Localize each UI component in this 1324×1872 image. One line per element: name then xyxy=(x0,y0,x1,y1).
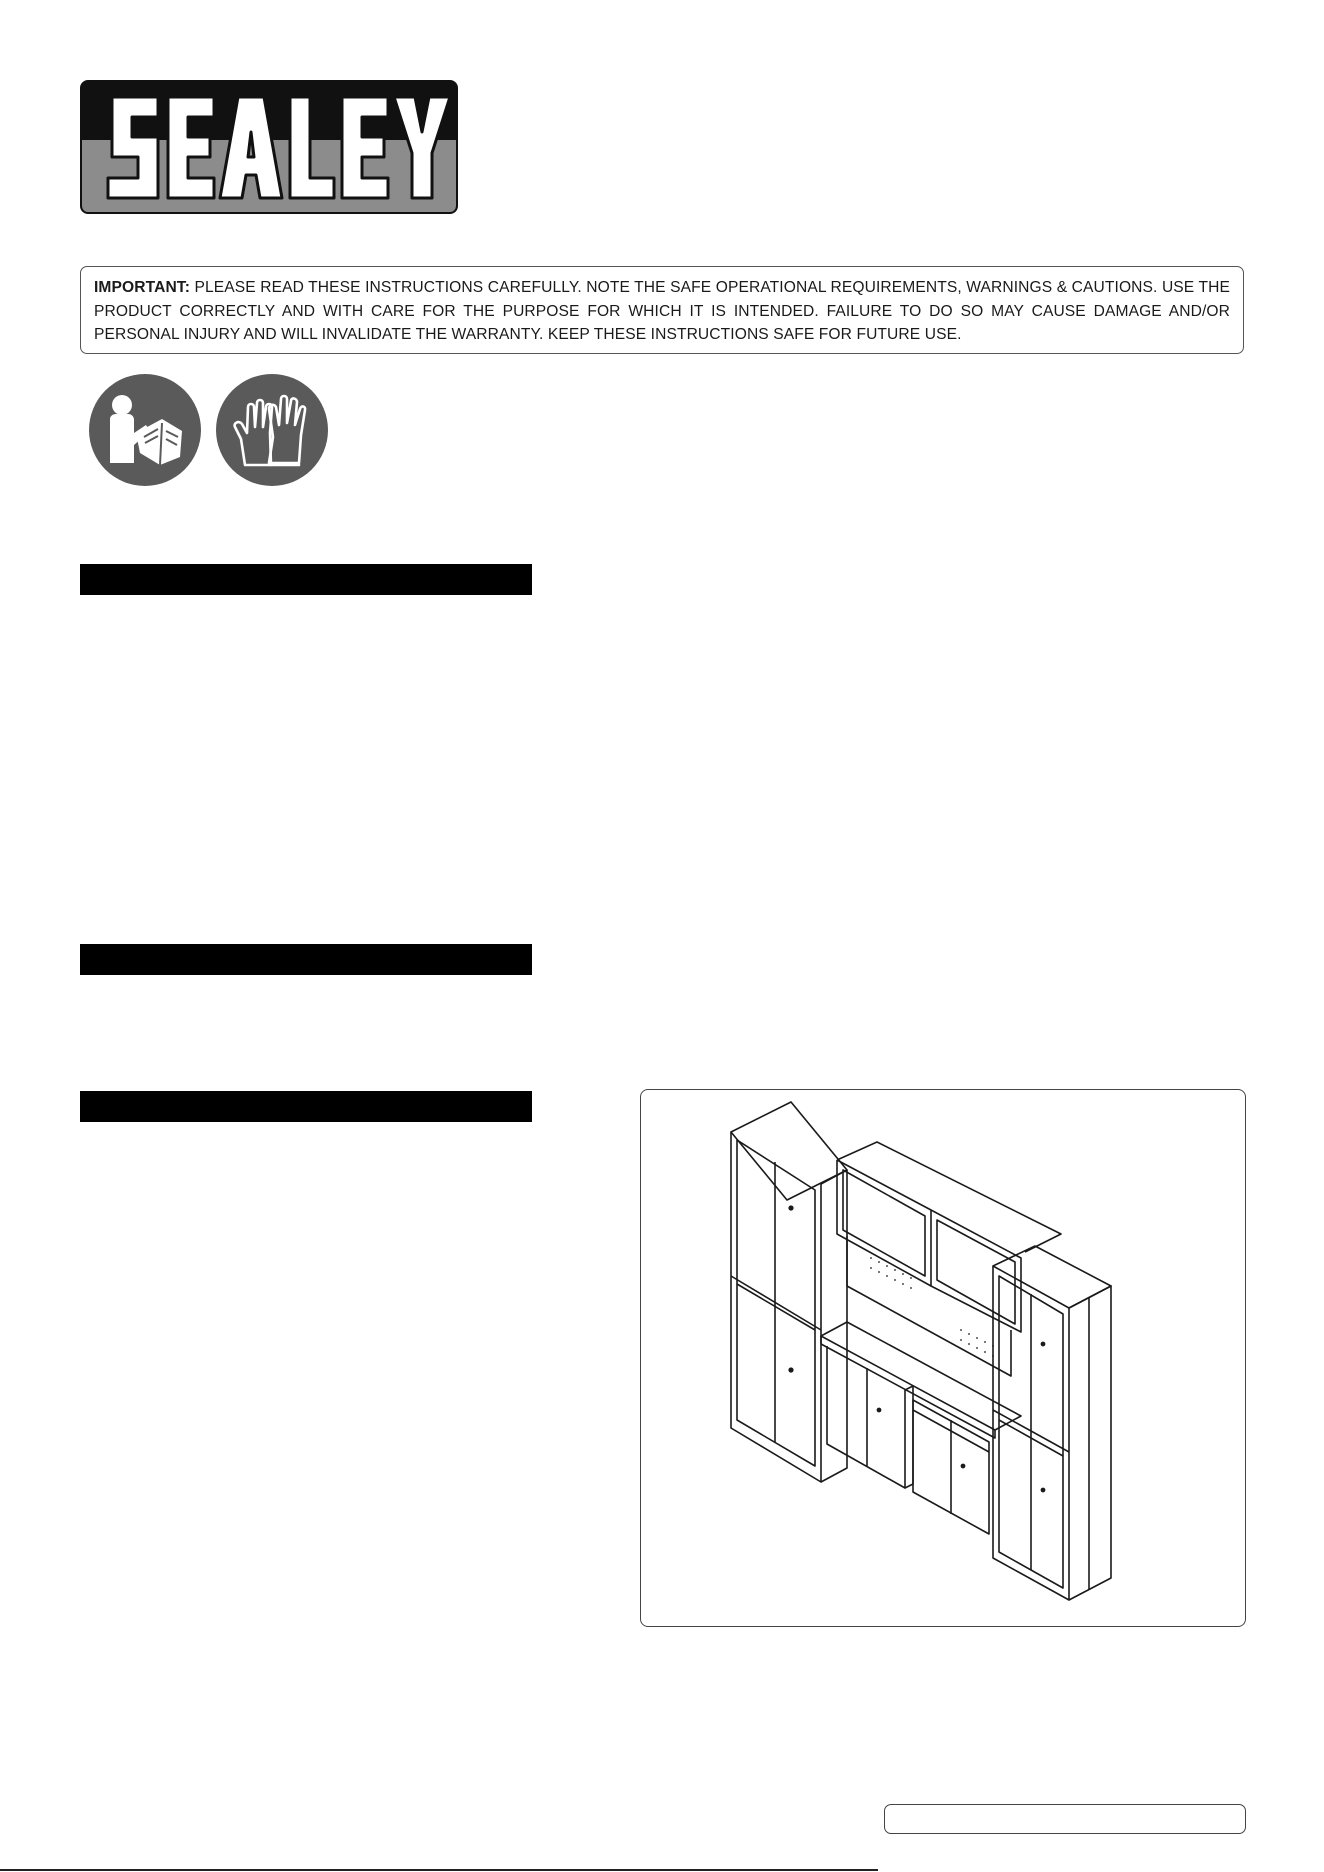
section-header-bar xyxy=(80,1091,532,1122)
sealey-logo xyxy=(80,80,458,214)
sealey-logo-graphic xyxy=(80,80,458,214)
notice-label: IMPORTANT: xyxy=(94,279,190,296)
wear-gloves-icon xyxy=(215,373,329,487)
important-notice xyxy=(80,266,1244,354)
product-figure xyxy=(640,1089,1246,1627)
reference-box xyxy=(884,1804,1246,1834)
section-header-bar xyxy=(80,944,532,975)
garage-storage-cabinets-drawing xyxy=(641,1090,1247,1628)
footer-rule xyxy=(0,1869,878,1871)
notice-text: PLEASE READ THESE INSTRUCTIONS CAREFULLY. NOTE THE SAFE OPERATIONAL REQUIREMENTS, WARNINGS & CAUTIONS. USE THE PRODUCT CORRECTLY AND WITH CARE FOR THE PURPOSE FOR WHICH IT IS INTENDED. FAILURE TO DO SO MAY CAUSE DAMAGE AND/OR PERSONAL INJURY AND WILL INVALIDATE THE WARRANTY. KEEP THESE INSTRUCTIONS SAFE FOR FUTURE USE. xyxy=(94,279,1230,343)
read-manual-icon xyxy=(88,373,202,487)
section-header-bar xyxy=(80,564,532,595)
